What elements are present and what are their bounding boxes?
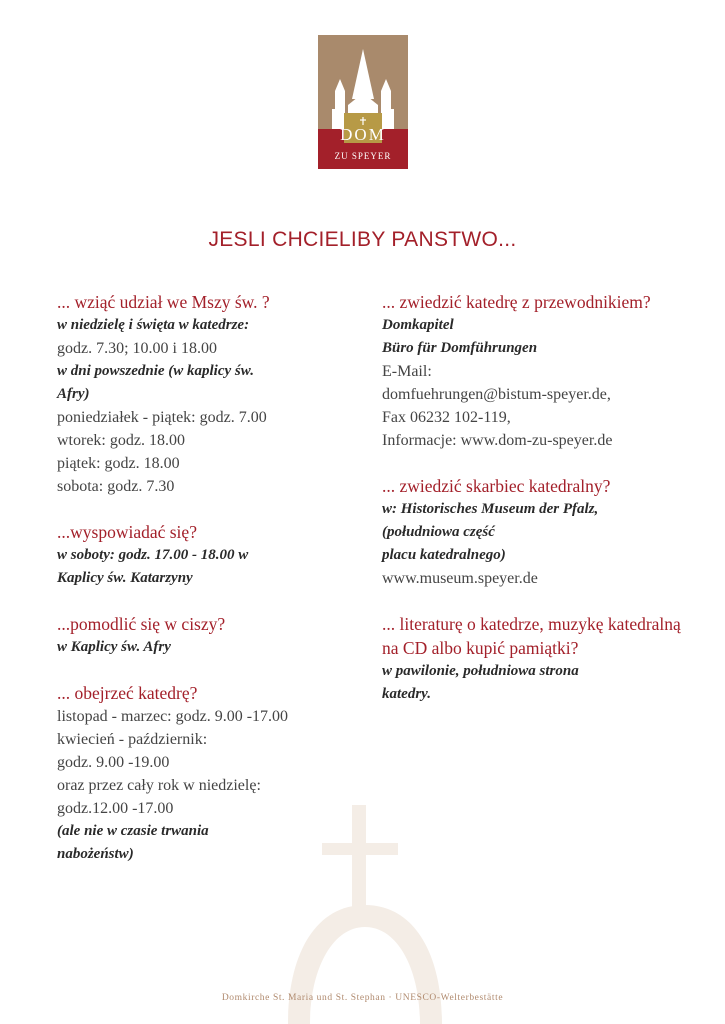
text-line: Fax 06232 102-119, [382,409,511,426]
text-line: w niedzielę i święta w katedrze: [57,317,250,333]
logo-dom-text: DOM [340,125,386,144]
text-line: (południowa część [382,524,495,540]
section-heading: ... zwiedzić skarbiec katedralny? [382,476,611,496]
text-line: placu katedralnego) [382,547,506,563]
text-line: wtorek: godz. 18.00 [57,432,185,449]
page-title: JESLI CHCIELIBY PANSTWO... [208,228,517,251]
section-heading: ...wyspowiadać się? [57,522,197,542]
text-line: w Kaplicy św. Afry [57,639,171,655]
text-line: Afry) [57,386,90,402]
text-line: katedry. [382,686,432,702]
text-line: Büro für Domführungen [382,340,538,356]
left-column [57,290,357,888]
section-heading: ... literaturę o katedrze, muzykę katedralną na CD albo kupić pamiątki? [382,614,681,658]
section-heading: ... zwiedzić katedrę z przewodnikiem? [382,292,651,312]
text-line: w pawilonie, południowa strona [382,663,579,679]
text-line: godz.12.00 -17.00 [57,800,174,817]
text-line: Kaplicy św. Katarzyny [57,570,193,586]
cathedral-logo-icon [318,35,408,169]
text-line: poniedziałek - piątek: godz. 7.00 [57,409,267,426]
text-line: w dni powszednie (w kaplicy św. [57,363,254,379]
text-line: w: Historisches Museum der Pfalz, [382,501,599,517]
text-line: w soboty: godz. 17.00 - 18.00 w [57,547,249,563]
section-heading: ...pomodlić się w ciszy? [57,614,226,634]
text-line: kwiecień - październik: [57,731,208,748]
section-visit [57,681,357,866]
text-line: godz. 9.00 -19.00 [57,754,170,771]
text-line: Informacje: www.dom-zu-speyer.de [382,432,613,449]
text-line: oraz przez cały rok w niedzielę: [57,777,261,794]
footer-text: Domkirche St. Maria und St. Stephan · UNESCO-Welterbestätte [221,993,504,1003]
text-line: Domkapitel [382,317,454,333]
section-guided-tour [382,290,682,452]
section-confession [57,520,357,590]
right-column [382,290,682,728]
text-line: www.museum.speyer.de [382,570,538,587]
text-line: nabożeństw) [57,846,134,862]
text-line: godz. 7.30; 10.00 i 18.00 [57,340,217,357]
section-shop [382,612,682,706]
section-heading: ... wziąć udział we Mszy św. ? [57,292,270,312]
logo-subtitle: ZU SPEYER [334,151,392,161]
section-heading: ... obejrzeć katedrę? [57,683,198,703]
section-treasury [382,474,682,590]
text-line: piątek: godz. 18.00 [57,455,180,472]
text-line: (ale nie w czasie trwania [57,823,209,839]
text-line: listopad - marzec: godz. 9.00 -17.00 [57,708,289,725]
text-line: E-Mail: [382,363,432,380]
section-prayer [57,612,357,659]
dom-logo [318,35,408,169]
text-line: domfuehrungen@bistum-speyer.de, [382,386,611,403]
text-line: sobota: godz. 7.30 [57,478,175,495]
section-mass [57,290,357,498]
